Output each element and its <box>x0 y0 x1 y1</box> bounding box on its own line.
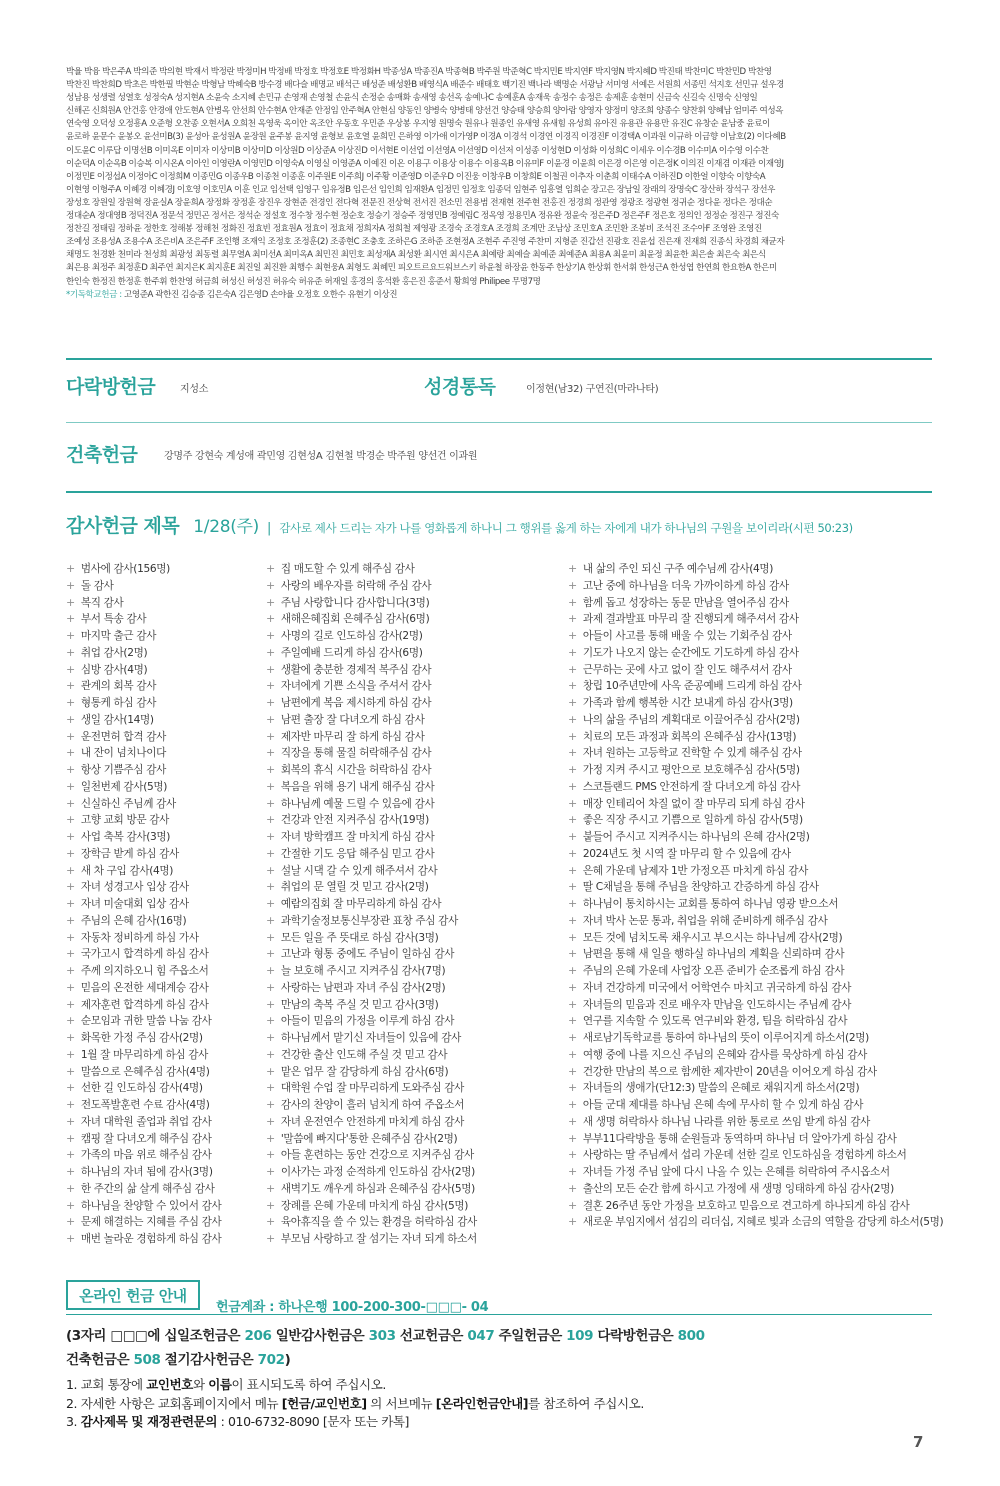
thanks-item: + 내 삶의 주인 되신 구주 예수님께 감사(4명) <box>568 561 943 578</box>
thanks-item: + 돌 감사 <box>66 578 221 595</box>
thanks-item: + 복직 감사 <box>66 595 221 612</box>
thanks-item: + 자녀들의 믿음과 진로 배우자 만남을 인도하시는 주님께 감사 <box>568 997 943 1014</box>
darakbang-title: 다락방헌금 <box>66 376 156 398</box>
donor-names-line: 윤로하 윤문수 윤봉오 윤선미B(3) 윤성아 윤성원A 윤장원 윤주봉 윤지영 윤형보 윤호열 윤희민 은하영 이가애 이가영P 이경A 이경석 이경연 이경직 이경진F 이경택A 이과원 이규하 이금향 이남호(2) 이다혜B <box>66 132 786 143</box>
thanks-item: + 사랑하는 남편과 자녀 주심 감사(2명) <box>266 980 477 997</box>
plain-text: 다락방헌금은 <box>593 1328 678 1344</box>
thanks-item: + 새로남기독학교를 통하여 하나님의 뜻이 이루어지게 하소서(2명) <box>568 1030 943 1047</box>
thanks-item: + 고향 교회 방문 감사 <box>66 812 221 829</box>
thanks-item: + 맡은 업무 잘 감당하게 하심 감사(6명) <box>266 1064 477 1081</box>
thanks-item: + 건강한 출산 인도해 주실 것 믿고 감사 <box>266 1047 477 1064</box>
darakbang-names: 지성소 <box>180 384 209 395</box>
donor-names-line: 성남용 성생렬 성열호 성정숙A 성지현A 소윤숙 소지혜 손민규 손영재 손영철 손윤식 손정순 송매화 송새영 송선옥 송예나C 송예훈A 송재욱 송정수 송정은 송제훈 송현미 신금숙 신길숙 신명숙 신영일 <box>66 93 758 104</box>
thanks-item: + 매장 인테리어 차질 없이 잘 마무리 되게 하심 감사 <box>568 796 943 813</box>
divider-top <box>66 358 932 360</box>
emphasis-text: 감사제목 및 재정관련문의 <box>80 1414 218 1429</box>
thanks-item: + 제자훈련 합격하게 하심 감사 <box>66 997 221 1014</box>
thanks-verse: 감사로 제사 드리는 자가 나를 영화롭게 하나니 그 행위를 옳게 하는 자에게 내가 하나님의 구원을 보이리라(시편 50:23) <box>279 521 853 535</box>
thanks-item: + 설날 시댁 갈 수 있게 해주셔서 감사 <box>266 863 477 880</box>
thanks-date: 1/28(주) <box>193 517 260 537</box>
plain-text: 의 서브메뉴 <box>366 1395 436 1411</box>
donor-names-line: 이순덕A 이순옥B 이승복 이시온A 이아인 이영란A 이영민D 이영숙A 이영실 이영준A 이예진 이온 이용구 이용상 이용수 이용옥B 이유미F 이윤경 이윤희 이은경 이은영 이은정K 이의진 이재겸 이재관 이재영J <box>66 158 784 169</box>
thanks-item: + 내 잔이 넘치나이다 <box>66 745 221 762</box>
thanks-item: + 부부11다락방을 통해 순원들과 동역하며 하나님 더 알아가게 하심 감사 <box>568 1131 943 1148</box>
thanks-item: + 사명의 길로 인도하심 감사(2명) <box>266 628 477 645</box>
thanks-item: + 집 매도할 수 있게 해주심 감사 <box>266 561 477 578</box>
online-offering-underline <box>66 1314 932 1315</box>
donor-names-line: 최은용 최정주 최정훈D 최주연 최지은K 최지훈E 최진일 최진환 최행수 최현웅A 최형도 최혜민 피오트르요드워브스키 하윤철 하장윤 한동주 한상기A 한상휘 한서휘 한성근A 한성엽 한연희 한요한A 한은미 <box>66 263 777 274</box>
donor-names-line: 박율 박융 박은주A 박의준 박의현 박재서 박정란 박정미H 박정배 박정호 박정호E 박정화H 박종성A 박종진A 박종혁B 박주원 박준혁C 박지민E 박지연F 박지영N 박지혜D 박진태 박찬미C 박찬민D 박찬영 <box>66 67 772 77</box>
thanks-item: + 남편을 통해 새 일을 행하실 하나님의 계획을 신뢰하며 감사 <box>568 946 943 963</box>
online-offering-title: 온라인 헌금 안내 <box>66 1280 200 1310</box>
emphasis-text: 800 <box>677 1328 705 1344</box>
thanks-item: + 기도가 나오지 않는 순간에도 기도하게 하심 감사 <box>568 645 943 662</box>
thanks-item: + 자녀들 가정 주님 앞에 다시 나올 수 있는 은혜를 허락하여 주시옵소서 <box>568 1164 943 1181</box>
online-notes <box>66 1376 644 1432</box>
thanks-item: + 예람의집회 잘 마무리하게 하심 감사 <box>266 896 477 913</box>
thanks-item: + 하나님이 통치하시는 교회를 통하여 하나님 영광 받으소서 <box>568 896 943 913</box>
thanks-item: + 형통케 하심 감사 <box>66 695 221 712</box>
divider-thanks <box>66 491 932 493</box>
thanks-item: + 만남의 축복 주실 것 믿고 감사(3명) <box>266 997 477 1014</box>
donor-names-line: 정대순A 정대영B 정덕진A 정문석 정민곤 정서은 정석순 정설호 정수창 정수현 정순호 정승기 정승주 정영민B 정예림C 정옥영 정용민A 정유완 정윤숙 정은주D 정은주F 정은호 정의인 정정순 정진구 정진숙 <box>66 211 779 222</box>
thanks-item: + 아들이 믿음의 가정을 이루게 하심 감사 <box>266 1013 477 1030</box>
thanks-item: + 국가고시 합격하게 하심 감사 <box>66 946 221 963</box>
plain-text: 일반감사헌금은 <box>271 1328 369 1344</box>
donor-names-line: 채명도 천경환 천미라 천성희 최광성 최동렬 최무열A 최미선A 최미옥A 최민진 최민호 최성재A 최성환 최시연 최시은A 최예랑 최예슬 최예준 최예준A 최용A 최윤미 최윤정 최윤한 최은솔 최은숙 최은식 <box>66 250 766 261</box>
thanks-item: + 간절한 기도 응답 해주심 믿고 감사 <box>266 846 477 863</box>
thanks-item: + 남편 출장 잘 다녀오게 하심 감사 <box>266 712 477 729</box>
thanks-item: + 자녀 성경고사 입상 감사 <box>66 879 221 896</box>
thanks-list-col3 <box>568 561 943 1231</box>
emphasis-text: 702 <box>257 1352 285 1368</box>
donor-names-line: 한인숙 한정진 한정훈 한주휘 한찬영 허금희 허성신 허성진 허유숙 허유준 허재일 홍경의 홍석환 홍은진 홍준서 황희영 Philipee 무명7명 <box>66 276 541 287</box>
donor-names-line: 박찬진 박찬희D 박초은 박한필 박현순 박형남 박혜숙B 방수경 배다슬 배명교 배석근 배성준 배성환B 배영식A 배준수 배태호 백기진 백나라 백명순 서광남 서미영 서예은 서원희 서종민 석지호 선민규 설우경 <box>66 80 784 91</box>
emphasis-text: [헌금/교인번호] <box>281 1395 367 1411</box>
bible-reading-title: 성경통독 <box>424 376 496 398</box>
donor-names-line: 이정민E 이정섭A 이정아C 이정희M 이종민G 이종우B 이종천 이종훈 이주원E 이주희J 이주황 이준영D 이준우D 이진웅 이창우B 이창희E 이철권 이추자 이춘희 이태수A 이하진D 이한얼 이향숙 이향숙A <box>66 171 766 182</box>
building-title: 건축헌금 <box>66 444 138 466</box>
thanks-item: + 주일예배 드리게 하심 감사(6명) <box>266 645 477 662</box>
plain-text: 이 표시되도록 하여 주십시오. <box>231 1377 386 1392</box>
thanks-item: + 신실하신 주님께 감사 <box>66 796 221 813</box>
thanks-item: + 나의 삶을 주님의 계획대로 이끌어주심 감사(2명) <box>568 712 943 729</box>
thanks-item: + 여행 중에 나를 지으신 주님의 은혜와 감사를 묵상하게 하심 감사 <box>568 1047 943 1064</box>
building-names: 강명주 강현숙 계성애 곽민영 김현성A 김현철 박경순 박주원 양선건 이과원 <box>164 451 478 462</box>
academy-offering-label: *기독학교헌금 : <box>66 289 122 300</box>
thanks-item: + 하나님을 찬양할 수 있어서 감사 <box>66 1198 221 1215</box>
thanks-item: + 과제 결과발표 마무리 잘 진행되게 해주셔서 감사 <box>568 611 943 628</box>
thanks-item: + 전도폭발훈련 수료 감사(4명) <box>66 1097 221 1114</box>
thanks-item: + 주께 의지하오니 힘 주옵소서 <box>66 963 221 980</box>
emphasis-text: 이름 <box>208 1377 232 1392</box>
thanks-item: + 하나님께서 맡기신 자녀들이 있음에 감사 <box>266 1030 477 1047</box>
thanks-item: + 항상 기쁨주심 감사 <box>66 762 221 779</box>
thanks-item: + '말씀에 빠지다'통한 은혜주심 감사(2명) <box>266 1131 477 1148</box>
thanks-item: + 취업의 문 열릴 것 믿고 감사(2명) <box>266 879 477 896</box>
thanks-item: + 가정 지켜 주시고 평안으로 보호해주심 감사(5명) <box>568 762 943 779</box>
thanks-item: + 마지막 출근 감사 <box>66 628 221 645</box>
plain-text: 선교헌금은 <box>395 1328 468 1344</box>
donor-names-line: 신해곤 신희원A 안건홍 안경애 안도현A 안병옥 안선희 안수현A 안재준 안정임 안주혁A 안현심 양동인 양병숙 양병태 양선건 양승태 양승희 양아람 양영자 양정미 양조희 양종수 양찬휘 양혜남 엄미주 여성옥 <box>66 106 784 117</box>
thanks-item: + 자녀 원하는 고등학교 진학할 수 있게 해주심 감사 <box>568 745 943 762</box>
plain-text: 건축헌금은 <box>66 1352 134 1368</box>
thanks-item: + 감사의 찬양이 흘러 넘치게 하여 주옵소서 <box>266 1097 477 1114</box>
thanks-item: + 좋은 직장 주시고 기쁨으로 일하게 하심 감사(5명) <box>568 812 943 829</box>
divider-mid <box>66 422 932 423</box>
academy-offering-line <box>66 289 932 302</box>
plain-text: 1. 교회 통장에 <box>66 1377 147 1392</box>
thanks-item: + 함께 돕고 성장하는 동문 만남을 열어주심 감사 <box>568 595 943 612</box>
thanks-item: + 새 생명 허락하사 하나님 나라를 위한 통로로 쓰임 받게 하심 감사 <box>568 1114 943 1131</box>
thanks-item: + 새 차 구입 감사(4명) <box>66 863 221 880</box>
thanks-item: + 주님의 은혜 가운데 사업장 오픈 준비가 순조롭게 하심 감사 <box>568 963 943 980</box>
thanks-item: + 한 주간의 삶 살게 해주심 감사 <box>66 1181 221 1198</box>
plain-text: 를 참조하여 주십시오. <box>528 1395 644 1411</box>
thanks-item: + 결혼 26주년 동안 가정을 보호하고 믿음으로 견고하게 하나되게 하심 감사 <box>568 1198 943 1215</box>
thanks-item: + 심방 감사(4명) <box>66 662 221 679</box>
thanks-item: + 사랑의 배우자를 허락해 주심 감사 <box>266 578 477 595</box>
thanks-list-col2 <box>266 561 477 1248</box>
plain-text: 주일헌금은 <box>494 1328 567 1344</box>
thanks-item: + 새해은혜집회 은혜주심 감사(6명) <box>266 611 477 628</box>
thanks-item: + 운전면허 합격 감사 <box>66 729 221 746</box>
thanks-title: 감사헌금 제목 <box>66 515 180 537</box>
thanks-item: + 건강한 만남의 복으로 함께한 제자반이 20년을 이어오게 하심 감사 <box>568 1064 943 1081</box>
thanks-item: + 직장을 통해 물질 허락해주심 감사 <box>266 745 477 762</box>
thanks-item: + 육아휴직을 쓸 수 있는 환경을 허락하심 감사 <box>266 1214 477 1231</box>
thanks-item: + 부모님 사랑하고 잘 섬기는 자녀 되게 하소서 <box>266 1231 477 1248</box>
thanks-item: + 주님 사랑합니다 감사합니다(3명) <box>266 595 477 612</box>
thanks-list-col1 <box>66 561 221 1248</box>
donor-names-line: 연숙영 오덕성 오정흥A 오준형 오찬종 오현서A 오희천 옥영욱 옥이안 옥조안 우동호 우민준 우상봉 우지영 원명숙 원유나 원종인 유새영 유새힘 유성희 유아진 유용관 유용만 유진C 유창순 윤남중 윤료이 <box>66 119 770 130</box>
thanks-item: + 자녀들의 생애가(단12:3) 말씀의 은혜로 채워지게 하소서(2명) <box>568 1080 943 1097</box>
thanks-item: + 관계의 회복 감사 <box>66 678 221 695</box>
plain-text: : 010-6732-8090 [문자 또는 카톡] <box>217 1414 410 1429</box>
thanks-item: + 아들 훈련하는 동안 건강으로 지켜주심 감사 <box>266 1147 477 1164</box>
thanks-item: + 선한 길 인도하심 감사(4명) <box>66 1080 221 1097</box>
donor-names-line: 조예성 조용성A 조용수A 조은비A 조은주F 조인행 조재익 조정호 조정훈(2) 조종현C 조충호 조하은G 조하준 조현정A 조현주 주진영 주찬미 지형준 진갑선 진광호 진윤섭 진은재 진재희 진종식 차경희 채균자 <box>66 237 785 248</box>
thanks-separator: | <box>267 521 272 536</box>
donor-names <box>66 66 932 302</box>
thanks-item: + 새로운 부임지에서 섬김의 리더십, 지혜로 빛과 소금의 역할을 감당케 하소서(5명) <box>568 1214 943 1231</box>
online-note-2 <box>66 1395 644 1414</box>
thanks-item: + 연구를 지속할 수 있도록 연구비와 환경, 팀을 허락하심 감사 <box>568 1013 943 1030</box>
thanks-item: + 새벽기도 깨우게 하심과 은혜주심 감사(5명) <box>266 1181 477 1198</box>
thanks-item: + 자녀 대학원 졸업과 취업 감사 <box>66 1114 221 1131</box>
online-account: 헌금계좌 : 하나은행 100-200-300-□□□- 04 <box>216 1300 489 1315</box>
thanks-item: + 이사가는 과정 순적하게 인도하심 감사(2명) <box>266 1164 477 1181</box>
offering-codes-line2 <box>66 1348 932 1372</box>
donor-names-line: 이현영 이형주A 이혜경 이혜경J 이호영 이호민A 이훈 인교 임선택 임영구 임유정B 임은선 임인희 임재환A 임정민 임정호 임종덕 임현주 임흥열 임희순 장고은 장남일 장래의 장명숙C 장산하 장석구 장선우 <box>66 184 775 195</box>
thanks-item: + 딸 C채널을 통해 주님을 찬양하고 간증하게 하심 감사 <box>568 879 943 896</box>
thanks-item: + 늘 보호해 주시고 지켜주심 감사(7명) <box>266 963 477 980</box>
thanks-item: + 문제 해결하는 지혜를 주심 감사 <box>66 1214 221 1231</box>
thanks-item: + 근무하는 곳에 사고 없이 잘 인도 해주셔서 감사 <box>568 662 943 679</box>
thanks-item: + 일천번제 감사(5명) <box>66 779 221 796</box>
emphasis-text: 109 <box>566 1328 594 1344</box>
thanks-item: + 주님의 은혜 감사(16명) <box>66 913 221 930</box>
thanks-item: + 제자반 마무리 잘 하게 하심 감사 <box>266 729 477 746</box>
thanks-item: + 하나님께 예물 드릴 수 있음에 감사 <box>266 796 477 813</box>
donor-names-line: 이도윤C 이루답 이명선B 이미옥E 이미자 이상미B 이상미D 이상원D 이상준A 이상진D 이서현E 이선업 이선영A 이선영D 이선저 이성종 이성현D 이성화 이성희C 이세우 이수경B 이수미A 이수영 이수찬 <box>66 145 769 156</box>
thanks-item: + 모든 일을 주 뜻대로 하심 감사(3명) <box>266 930 477 947</box>
thanks-item: + 모든 것에 넘치도록 채우시고 부으시는 하나님께 감사(2명) <box>568 930 943 947</box>
online-note-1 <box>66 1376 644 1395</box>
academy-offering-names: 고영준A 곽한진 김승종 김은숙A 김은영D 손야율 오정호 오한수 유현기 이상진 <box>123 289 398 300</box>
plain-text: 2. 자세한 사항은 교회홈페이지에서 메뉴 <box>66 1395 282 1411</box>
thanks-item: + 과학기술정보통신부장관 표창 주심 감사 <box>266 913 477 930</box>
donor-names-line: 장성호 장원일 장원혁 장윤실A 장윤희A 장정화 장정훈 장진우 장현준 전경인 전다혁 전문진 전상혁 전서진 전소민 전용범 전재현 전주현 전홍진 정경희 정관영 정광조 정광현 정귀순 정다윤 정다은 정대순 <box>66 197 773 208</box>
thanks-item: + 화목한 가정 주심 감사(2명) <box>66 1030 221 1047</box>
thanks-item: + 자동차 정비하게 하심 가사 <box>66 930 221 947</box>
emphasis-text: 303 <box>368 1328 396 1344</box>
thanks-item: + 붙들어 주시고 지켜주시는 하나님의 은혜 감사(2명) <box>568 829 943 846</box>
thanks-item: + 취업 감사(2명) <box>66 645 221 662</box>
thanks-item: + 자녀에게 기쁜 소식을 주셔서 감사 <box>266 678 477 695</box>
emphasis-text: 508 <box>133 1352 161 1368</box>
emphasis-text: 교인번호 <box>146 1377 193 1392</box>
thanks-item: + 1월 잘 마무리하게 하심 감사 <box>66 1047 221 1064</box>
thanks-item: + 생일 감사(14명) <box>66 712 221 729</box>
thanks-item: + 사업 축복 감사(3명) <box>66 829 221 846</box>
thanks-item: + 복음을 위해 용기 내게 해주심 감사 <box>266 779 477 796</box>
thanks-item: + 치료의 모든 과정과 회복의 은혜주심 감사(13명) <box>568 729 943 746</box>
offering-codes <box>66 1324 932 1372</box>
thanks-item: + 남편에게 복음 제시하게 하심 감사 <box>266 695 477 712</box>
thanks-item: + 고난 중에 하나님을 더욱 가까이하게 하심 감사 <box>568 578 943 595</box>
thanks-item: + 믿음의 온전한 세대계승 감사 <box>66 980 221 997</box>
thanks-item: + 생활에 충분한 경제적 복주심 감사 <box>266 662 477 679</box>
thanks-item: + 장례를 은혜 가운데 마치게 하심 감사(5명) <box>266 1198 477 1215</box>
page-number: 7 <box>913 1433 924 1451</box>
donor-names-line: 정찬길 정태림 정하윤 정한호 정해봉 정해천 정화진 정효빈 정효원A 정효이 정효채 정희자A 정희철 제영광 조경숙 조경호A 조경희 조계만 조남상 조민호A 조민환 조봉비 조석진 조수아F 조영완 조영진 <box>66 224 762 235</box>
thanks-item: + 범사에 감사(156명) <box>66 561 221 578</box>
online-note-3 <box>66 1413 644 1432</box>
thanks-item: + 고난과 형통 중에도 주님이 일하심 감사 <box>266 946 477 963</box>
thanks-item: + 자녀 미술대회 입상 감사 <box>66 896 221 913</box>
thanks-item: + 스코틀랜드 PMS 안전하게 잘 다녀오게 하심 감사 <box>568 779 943 796</box>
thanks-item: + 창립 10주년만에 사옥 준공예배 드리게 하심 감사 <box>568 678 943 695</box>
plain-text: 절기감사헌금은 <box>160 1352 258 1368</box>
thanks-item: + 회복의 휴식 시간을 허락하심 감사 <box>266 762 477 779</box>
thanks-item: + 2024년도 첫 시역 잘 마무리 할 수 있음에 감사 <box>568 846 943 863</box>
thanks-item: + 가족의 마음 위로 해주심 감사 <box>66 1147 221 1164</box>
emphasis-text: 206 <box>244 1328 272 1344</box>
thanks-item: + 출산의 모든 순간 함께 하시고 가정에 새 생명 잉태하게 하심 감사(2명) <box>568 1181 943 1198</box>
thanks-item: + 자녀 건강하게 미국에서 어학연수 마치고 귀국하게 하심 감사 <box>568 980 943 997</box>
thanks-item: + 자녀 운전연수 안전하게 마치게 하심 감사 <box>266 1114 477 1131</box>
thanks-item: + 말씀으로 은혜주심 감사(4명) <box>66 1064 221 1081</box>
thanks-item: + 자녀 방학캠프 잘 마치게 하심 감사 <box>266 829 477 846</box>
plain-text: ) <box>284 1352 291 1368</box>
thanks-item: + 가족과 함께 행복한 시간 보내게 하심 감사(3명) <box>568 695 943 712</box>
thanks-item: + 하나님의 자녀 됨에 감사(3명) <box>66 1164 221 1181</box>
emphasis-text: 047 <box>467 1328 495 1344</box>
plain-text: (3자리 □□□에 십일조헌금은 <box>66 1328 245 1344</box>
thanks-item: + 캠핑 잘 다녀오게 해주심 감사 <box>66 1131 221 1148</box>
bible-reading-names: 이정현(남32) 구연진(마라나타) <box>526 384 659 395</box>
thanks-item: + 자녀 박사 논문 통과, 취업을 위해 준비하게 해주심 감사 <box>568 913 943 930</box>
thanks-item: + 대학원 수업 잘 마무리하게 도와주심 감사 <box>266 1080 477 1097</box>
emphasis-text: [온라인헌금안내] <box>435 1395 529 1411</box>
donor-names-lines <box>66 66 932 289</box>
thanks-item: + 매번 놀라운 경험하게 하심 감사 <box>66 1231 221 1248</box>
offering-codes-line1 <box>66 1324 932 1348</box>
plain-text: 와 <box>192 1377 209 1392</box>
thanks-item: + 은혜 가운데 남제자 1반 가정오픈 마치게 하심 감사 <box>568 863 943 880</box>
thanks-item: + 건강과 안전 지켜주심 감사(19명) <box>266 812 477 829</box>
thanks-item: + 장학금 받게 하심 감사 <box>66 846 221 863</box>
thanks-item: + 부서 특송 감사 <box>66 611 221 628</box>
thanks-item: + 순모임과 귀한 말씀 나눔 감사 <box>66 1013 221 1030</box>
thanks-header <box>66 511 853 535</box>
thanks-item: + 사랑하는 딸 주님께서 섭리 가운데 선한 길로 인도하심을 경험하게 하소서 <box>568 1147 943 1164</box>
thanks-item: + 아들 군대 제대를 하나님 은혜 속에 무사히 할 수 있게 하심 감사 <box>568 1097 943 1114</box>
thanks-item: + 아들이 사고를 통해 배울 수 있는 기회주심 감사 <box>568 628 943 645</box>
plain-text: 3. <box>66 1414 81 1429</box>
